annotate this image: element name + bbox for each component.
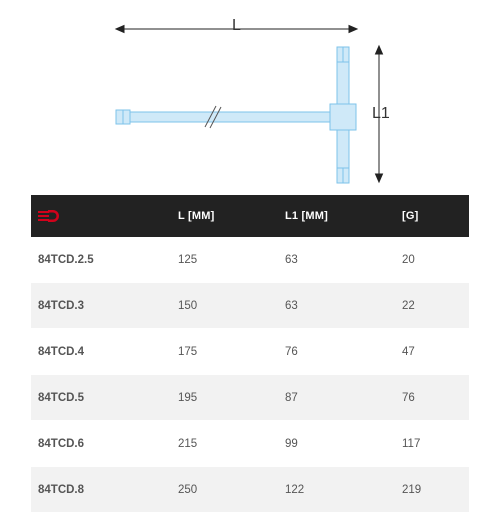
table-row xyxy=(31,467,469,513)
header-weight: [G] xyxy=(402,195,469,237)
weight-cell: 22 xyxy=(402,283,469,329)
reference-cell[interactable]: 84TCD.8 xyxy=(31,467,178,513)
height-cell: 63 xyxy=(285,237,402,283)
reference-cell[interactable]: 84TCD.2.5 xyxy=(31,237,178,283)
length-label: L xyxy=(232,17,241,34)
length-cell: 195 xyxy=(178,375,285,421)
height-cell: 99 xyxy=(285,421,402,467)
length-cell: 125 xyxy=(178,237,285,283)
weight-cell: 20 xyxy=(402,237,469,283)
facom-logo-icon xyxy=(38,210,62,222)
height-cell: 87 xyxy=(285,375,402,421)
reference-cell[interactable]: 84TCD.6 xyxy=(31,421,178,467)
reference-cell[interactable]: 84TCD.5 xyxy=(31,375,178,421)
height-cell: 63 xyxy=(285,283,402,329)
weight-cell: 47 xyxy=(402,329,469,375)
weight-cell: 219 xyxy=(402,467,469,513)
height-cell: 76 xyxy=(285,329,402,375)
length-cell: 175 xyxy=(178,329,285,375)
header-logo-cell xyxy=(31,195,178,237)
tool-diagram xyxy=(0,0,500,195)
wrench-hub xyxy=(330,104,356,130)
table-row xyxy=(31,421,469,467)
table-row xyxy=(31,329,469,375)
weight-cell: 117 xyxy=(402,421,469,467)
height-label: L1 xyxy=(372,105,390,122)
weight-cell: 76 xyxy=(402,375,469,421)
length-cell: 250 xyxy=(178,467,285,513)
t-handle-wrench-drawing xyxy=(0,0,500,195)
table-row xyxy=(31,375,469,421)
header-length: L [MM] xyxy=(178,195,285,237)
table-row xyxy=(31,237,469,283)
table-row xyxy=(31,283,469,329)
header-height: L1 [MM] xyxy=(285,195,402,237)
length-cell: 215 xyxy=(178,421,285,467)
wrench-shaft xyxy=(116,110,335,124)
spec-table xyxy=(31,195,469,513)
reference-cell[interactable]: 84TCD.4 xyxy=(31,329,178,375)
height-cell: 122 xyxy=(285,467,402,513)
length-cell: 150 xyxy=(178,283,285,329)
table-header-row xyxy=(31,195,469,237)
reference-cell[interactable]: 84TCD.3 xyxy=(31,283,178,329)
